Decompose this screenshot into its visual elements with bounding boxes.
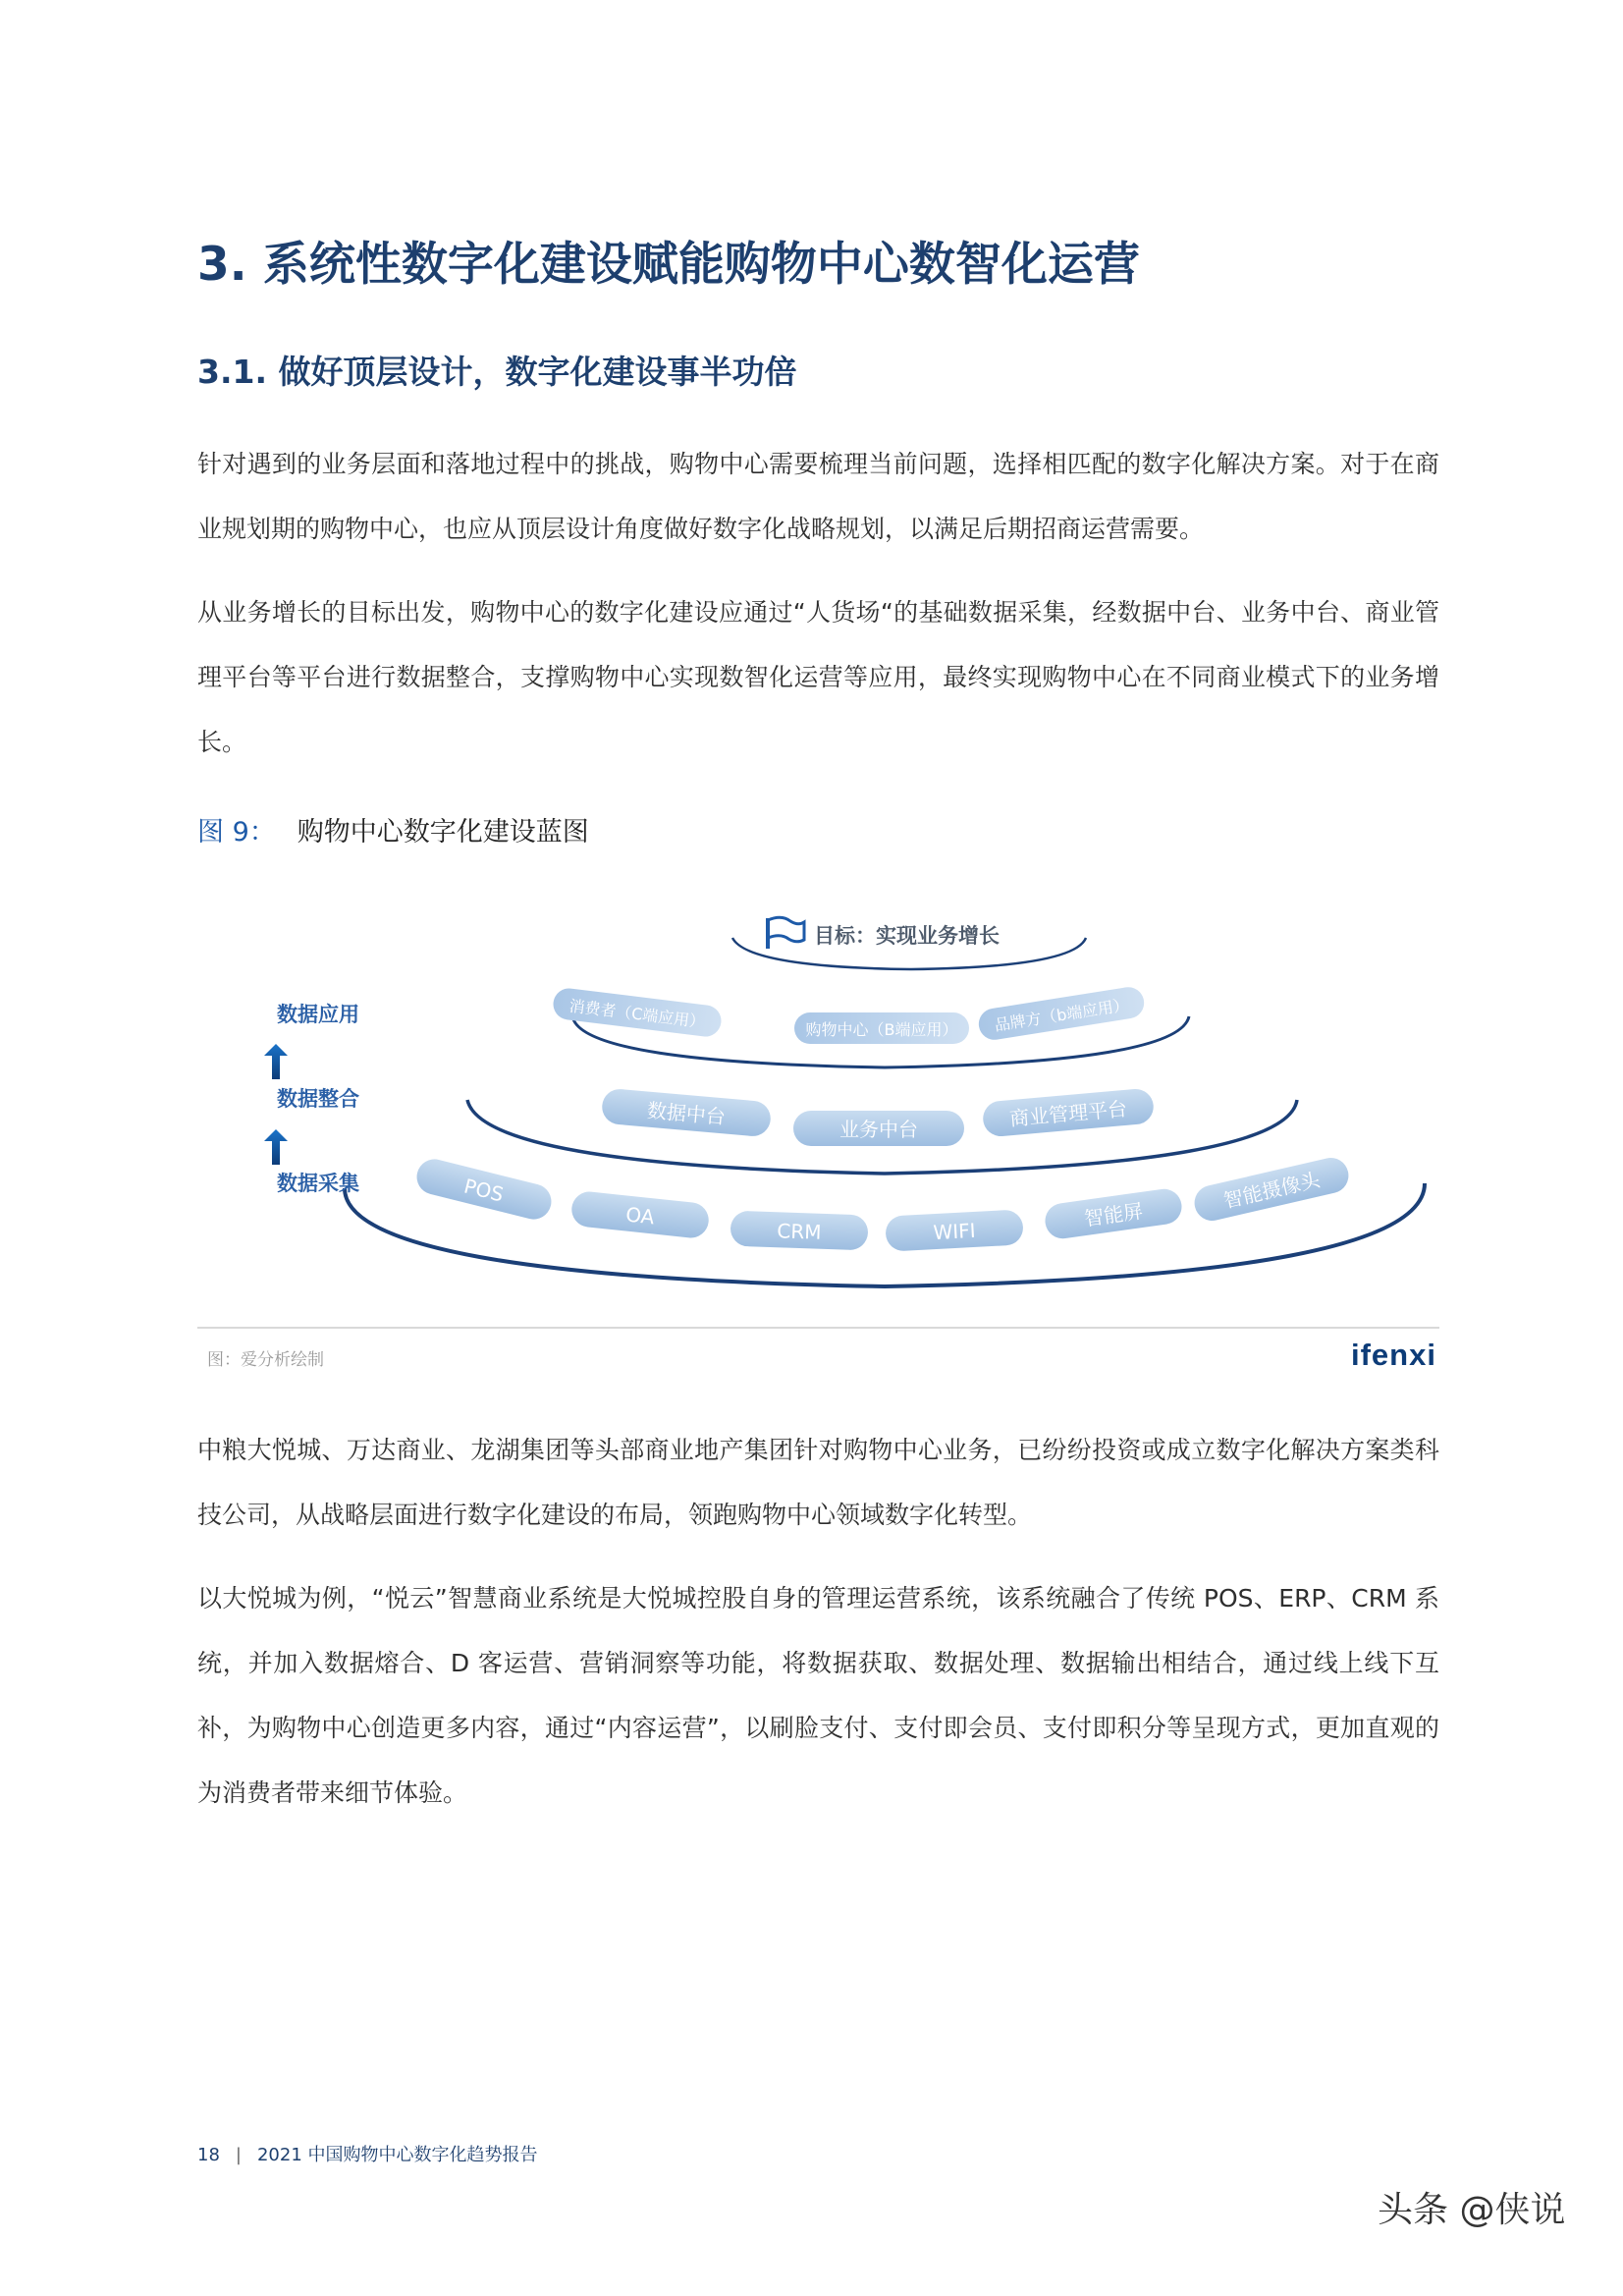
- pill-label: 品牌方（b端应用）: [993, 995, 1130, 1035]
- pill-label: OA: [624, 1202, 656, 1230]
- pill-commerce-platform: [982, 1087, 1155, 1137]
- figure-caption: [197, 810, 589, 848]
- flag-icon: [768, 917, 804, 949]
- ifenxi-logo: ifenxi: [1351, 1338, 1436, 1372]
- figure-divider: [197, 1327, 1439, 1329]
- pill-consumer: [552, 987, 724, 1039]
- watermark: 头条 @侠说: [1378, 2190, 1566, 2230]
- pill-oa: [570, 1190, 711, 1239]
- pill-label: 智能摄像头: [1220, 1168, 1323, 1213]
- figure-title: 购物中心数字化建设蓝图: [297, 817, 589, 847]
- pill-label: 数据中台: [646, 1098, 727, 1129]
- figure-number: 图 9：: [197, 817, 276, 847]
- up-arrow-icon: [264, 1129, 288, 1165]
- pill-smart-camera: [1191, 1154, 1352, 1224]
- pill-label: 商业管理平台: [1008, 1096, 1128, 1131]
- pill-crm: [730, 1211, 868, 1251]
- page-number: 18: [197, 2145, 220, 2165]
- pill-business-platform: [793, 1111, 964, 1146]
- page-footer: [197, 2141, 538, 2166]
- footer-separator: |: [235, 2145, 242, 2165]
- pill-pos: [413, 1156, 556, 1224]
- figure-source: 图：爱分析绘制: [207, 1350, 324, 1370]
- paragraph-4: 以大悦城为例，“悦云”智慧商业系统是大悦城控股自身的管理运营系统，该系统融合了传统 POS、ERP、CRM 系统，并加入数据熔合、D 客运营、营销洞察等功能，将数据获取、数据处理、数据输出相结合，通过线上线下互补，为购物中心创造更多内容，通过“内容运营”，以刷脸支付、支付即会员、支付即积分等呈现方式，更加直观的为消费者带来细节体验。: [197, 1584, 1439, 1807]
- pill-label: 购物中心（B端应用）: [805, 1020, 958, 1039]
- section-heading: 3. 系统性数字化建设赋能购物中心数智化运营: [197, 238, 1140, 292]
- paragraph-1: 针对遇到的业务层面和落地过程中的挑战，购物中心需要梳理当前问题，选择相匹配的数字化解决方案。对于在商业规划期的购物中心，也应从顶层设计角度做好数字化战略规划，以满足后期招商运营需要。: [197, 450, 1439, 543]
- side-label-integration: 数据整合: [277, 1087, 359, 1111]
- up-arrow-icon: [264, 1044, 288, 1079]
- pill-data-platform: [601, 1088, 772, 1138]
- side-label-collection: 数据采集: [277, 1172, 359, 1195]
- blueprint-diagram: [197, 879, 1439, 1321]
- pill-label: 智能屏: [1082, 1198, 1145, 1231]
- subsection-heading: 3.1. 做好顶层设计，数字化建设事半功倍: [197, 353, 797, 391]
- pill-label: 消费者（C端应用）: [568, 996, 707, 1032]
- pill-label: WIFI: [932, 1218, 977, 1245]
- goal-label: 目标：实现业务增长: [814, 924, 1000, 948]
- side-label-application: 数据应用: [277, 1003, 359, 1026]
- pill-smart-screen: [1043, 1186, 1184, 1240]
- pill-mall: [794, 1012, 969, 1044]
- paragraph-2: 从业务增长的目标出发，购物中心的数字化建设应通过“人货场“的基础数据采集，经数据中台、业务中台、商业管理平台等平台进行数据整合，支撑购物中心实现数智化运营等应用，最终实现购物中心在不同商业模式下的业务增长。: [197, 598, 1439, 756]
- pill-wifi: [885, 1209, 1024, 1251]
- paragraph-3: 中粮大悦城、万达商业、龙湖集团等头部商业地产集团针对购物中心业务，已纷纷投资或成立数字化解决方案类科技公司，从战略层面进行数字化建设的布局，领跑购物中心领域数字化转型。: [197, 1436, 1439, 1529]
- pill-label: 业务中台: [839, 1118, 918, 1141]
- pill-brand: [977, 985, 1147, 1042]
- pill-label: POS: [461, 1174, 507, 1207]
- pill-label: CRM: [776, 1219, 822, 1244]
- report-title: 2021 中国购物中心数字化趋势报告: [256, 2145, 538, 2165]
